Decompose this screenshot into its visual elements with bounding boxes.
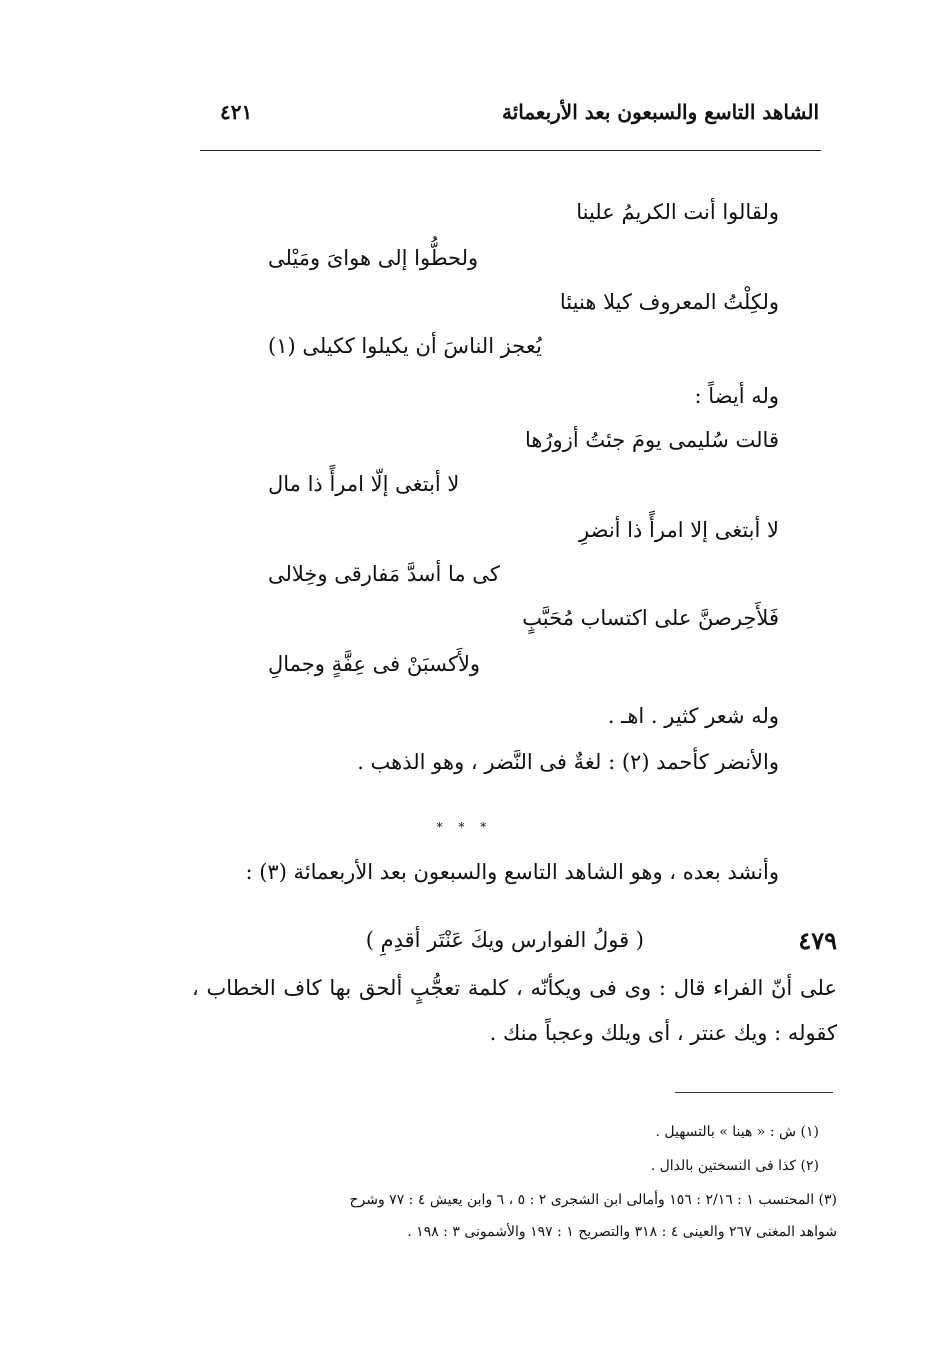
footnote-divider bbox=[675, 1092, 833, 1093]
verse-line: قالت سُليمى يومَ جئتُ أزورُها bbox=[524, 428, 779, 452]
witness-number: ٤٧٩ bbox=[798, 926, 837, 955]
verse-line: كى ما أسدَّ مَفارقى وخِلالى bbox=[268, 562, 500, 586]
verse-line: لا أبتغى إلّا امرأً ذا مال bbox=[268, 472, 460, 496]
verse-line: فَلأَحِرصنَّ على اكتساب مُحَبَّبٍ bbox=[522, 606, 779, 630]
page-number: ٤٢١ bbox=[220, 100, 253, 124]
body-line: وأنشد بعده ، وهو الشاهد التاسع والسبعون بعد الأربعمائة (٣) : bbox=[245, 860, 779, 884]
section-separator: * * * bbox=[436, 820, 493, 834]
intro-line: وله أيضاً : bbox=[694, 384, 779, 408]
verse-line: لا أبتغى إلا امرأً ذا أنضرِ bbox=[579, 518, 779, 542]
footnote: (١) ش : « هينا » بالتسهيل . bbox=[655, 1124, 819, 1140]
verse-line: ولأَكسبَنْ فى عِفَّةٍ وجمالِ bbox=[268, 652, 481, 676]
verse-line: ولحطُّوا إلى هواىَ ومَيْلى bbox=[268, 246, 479, 270]
verse-line: ولكِلْتُ المعروف كيلا هنيئا bbox=[559, 290, 779, 314]
verse-line: يُعجز الناسَ أن يكيلوا ككيلى (١) bbox=[268, 334, 542, 358]
footnote: شواهد المغنى ٢٦٧ والعينى ٤ : ٣١٨ والتصريح ١ : ١٩٧ والأشمونى ٣ : ١٩٨ . bbox=[407, 1224, 837, 1240]
running-header-title: الشاهد التاسع والسبعون بعد الأربعمائة bbox=[501, 100, 819, 124]
body-line: والأنضر كأحمد (٢) : لغةٌ فى النَّضر ، وهو الذهب . bbox=[357, 750, 779, 774]
footnote: (٢) كذا فى النسختين بالدال . bbox=[650, 1158, 819, 1174]
explanation-paragraph: على أنّ الفراء قال : وى فى ويكأنّه ، كلمة تعجُّبٍ ألحق بها كاف الخطاب ، كقوله : ويك عنتر ، أى ويلك وعجباً منك . bbox=[192, 976, 837, 1045]
footnote: (٣) المحتسب ١ : ٢/١٦ : ١٥٦ وأمالى ابن الشجرى ٢ : ٥ ، ٦ وابن يعيش ٤ : ٧٧ وشرح bbox=[349, 1192, 837, 1208]
header-divider bbox=[200, 150, 821, 151]
verse-line: ولقالوا أنت الكريمُ علينا bbox=[576, 200, 779, 224]
witness-verse: ( قولُ الفوارس ويكَ عَنْتَر أقدِمِ ) bbox=[365, 928, 644, 952]
body-line: وله شعر كثير . اهـ . bbox=[607, 704, 779, 728]
